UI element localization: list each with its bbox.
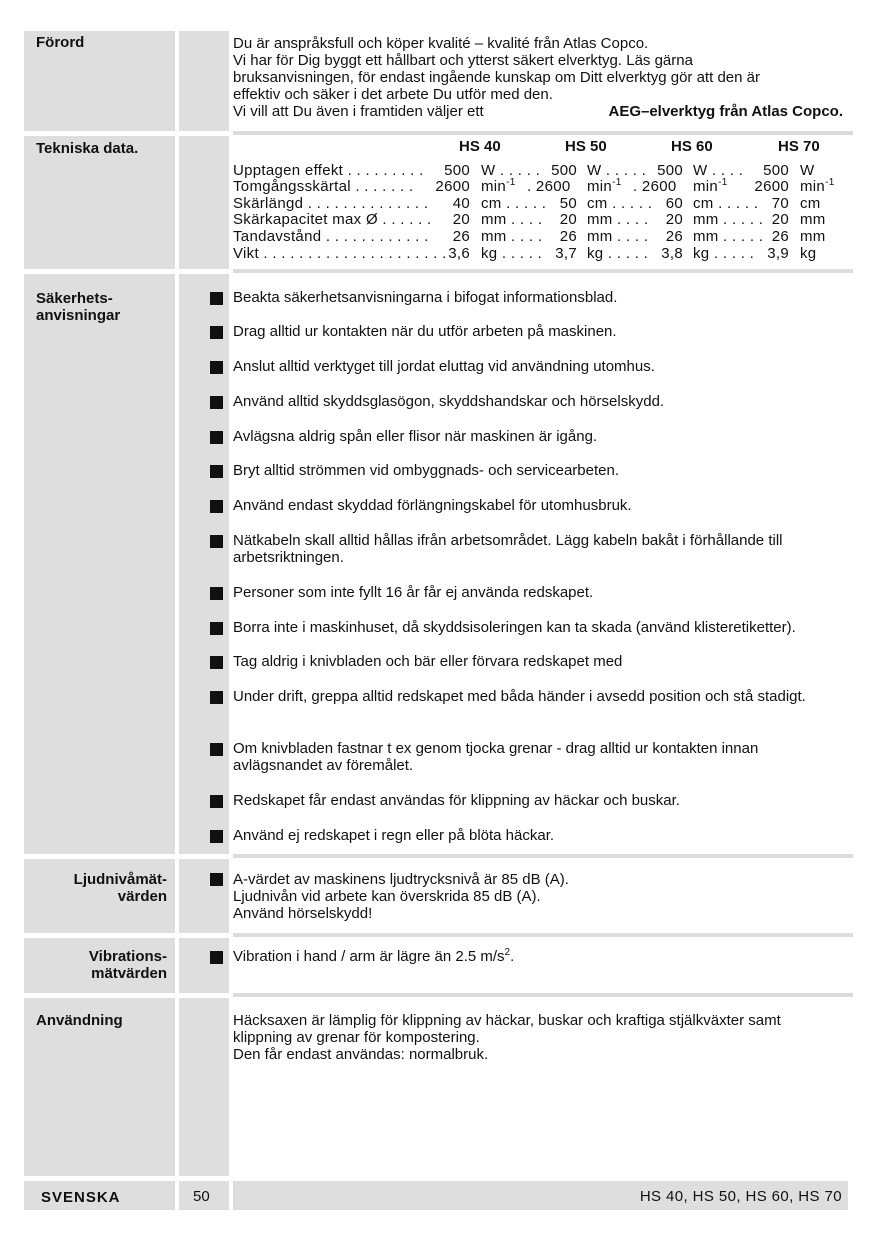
spec-unit: kg . . . . . — [587, 245, 649, 262]
bullet-square-icon — [210, 691, 223, 704]
sound-line: Ljudnivån vid arbete kan överskrida 85 dB (A). — [233, 888, 541, 905]
bullet-square-icon — [210, 656, 223, 669]
spec-value: 26 — [559, 228, 577, 245]
section-title-sakerhet — [36, 290, 120, 324]
separator — [233, 269, 853, 273]
section-title-ljud — [24, 871, 167, 905]
usage-text — [233, 1012, 848, 1063]
spec-unit: W . . . . — [693, 162, 744, 179]
brand-text: AEG–elverktyg från Atlas Copco. — [608, 103, 843, 120]
spec-unit: $\min^{-1}$ — [481, 177, 516, 195]
section-title-forord: Förord — [36, 34, 85, 51]
model-header-hs70: HS 70 — [778, 138, 820, 155]
spec-value: 500 — [657, 162, 683, 179]
page-number: 50 — [193, 1188, 210, 1205]
spec-value: . 2600 — [633, 178, 677, 195]
forord-line: Vi har för Dig byggt ett hållbart och ytterst säkert elverktyg. Läs gärna — [233, 52, 693, 69]
spec-row — [233, 211, 848, 228]
spec-unit: cm . . . . . — [693, 195, 759, 212]
spec-unit: cm . . . . . — [481, 195, 547, 212]
spec-row — [233, 195, 848, 212]
bullet-square-icon — [210, 431, 223, 444]
sound-text — [233, 871, 848, 922]
usage-line: Den får endast användas: normalbruk. — [233, 1046, 489, 1063]
separator — [233, 993, 853, 997]
bullet-square-icon — [210, 873, 223, 886]
spec-unit: $\min^{-1}$ — [693, 177, 728, 195]
col-bullet-ljud — [179, 859, 229, 933]
bullet-square-icon — [210, 361, 223, 374]
spec-value: 20 — [559, 211, 577, 228]
spec-value: 500 — [551, 162, 577, 179]
spec-unit: mm . . . . — [481, 228, 543, 245]
spec-unit: mm . . . . . — [693, 228, 764, 245]
spec-value: 3,9 — [767, 245, 789, 262]
spec-value: 3,6 — [448, 245, 470, 262]
spec-value: . 2600 — [527, 178, 571, 195]
spec-value: 60 — [665, 195, 683, 212]
section-title-line: anvisningar — [36, 307, 121, 324]
bullet-square-icon — [210, 951, 223, 964]
spec-value: 20 — [771, 211, 789, 228]
model-header-hs50: HS 50 — [565, 138, 607, 155]
spec-value: 3,8 — [661, 245, 683, 262]
safety-item: Anslut alltid verktyget till jordat eluttag vid användning utomhus. — [233, 358, 655, 375]
spec-unit: kg . . . . . — [693, 245, 755, 262]
spec-value: 26 — [665, 228, 683, 245]
spec-value: 26 — [771, 228, 789, 245]
safety-item: Använd ej redskapet i regn eller på blöta häckar. — [233, 827, 555, 844]
col-bullet-tekniska — [179, 136, 229, 269]
forord-text — [233, 35, 848, 120]
safety-item: Tag aldrig i knivbladen och bär eller förvara redskapet med — [233, 653, 623, 670]
bullet-square-icon — [210, 326, 223, 339]
safety-item: Använd endast skyddad förlängningskabel för utomhusbruk. — [233, 497, 632, 514]
safety-item: Beakta säkerhetsanvisningarna i bifogat informationsblad. — [233, 289, 618, 306]
spec-row — [233, 178, 848, 195]
spec-label: Upptagen effekt . . . . . . . . . — [233, 162, 424, 179]
bullet-square-icon — [210, 465, 223, 478]
spec-value: 500 — [763, 162, 789, 179]
spec-value: 3,7 — [555, 245, 577, 262]
bullet-square-icon — [210, 535, 223, 548]
bullet-square-icon — [210, 396, 223, 409]
col-bullet-vibration — [179, 938, 229, 993]
spec-label: Skärkapacitet max Ø . . . . . . — [233, 211, 432, 228]
footer-language: SVENSKA — [41, 1189, 121, 1206]
spec-unit: mm . . . . — [587, 211, 649, 228]
spec-value: 50 — [559, 195, 577, 212]
spec-row — [233, 228, 848, 245]
footer-page-cell — [179, 1181, 229, 1210]
usage-line: klippning av grenar för kompostering. — [233, 1029, 480, 1046]
forord-last-line — [233, 103, 848, 120]
spec-value: 26 — [452, 228, 470, 245]
spec-value: 40 — [452, 195, 470, 212]
bullet-square-icon — [210, 622, 223, 635]
vibration-text: Vibration i hand / arm är lägre än 2.5 $m/s^2$. — [233, 947, 515, 965]
col-bullet-anvandning — [179, 998, 229, 1176]
separator — [233, 854, 853, 858]
spec-unit: cm . . . . . — [587, 195, 653, 212]
spec-unit: mm . . . . — [587, 228, 649, 245]
usage-line: Häcksaxen är lämplig för klippning av häckar, buskar och kraftiga stjälkväxter samt — [233, 1012, 781, 1029]
footer-models-cell — [233, 1181, 848, 1210]
model-header-hs40: HS 40 — [459, 138, 501, 155]
spec-unit: mm — [800, 211, 826, 228]
footer-language-cell — [24, 1181, 175, 1210]
bullet-square-icon — [210, 500, 223, 513]
safety-item: Bryt alltid strömmen vid ombyggnads- och servicearbeten. — [233, 462, 620, 479]
bullet-square-icon — [210, 743, 223, 756]
spec-label: Tandavstånd . . . . . . . . . . . . — [233, 228, 429, 245]
col-title-sakerhet — [24, 274, 175, 854]
sound-line: Använd hörselskydd! — [233, 905, 373, 922]
bullet-square-icon — [210, 830, 223, 843]
section-title-vibration — [24, 948, 167, 982]
spec-unit: W . . . . . — [481, 162, 541, 179]
spec-row — [233, 245, 848, 262]
forord-line: effektiv och säker i det arbete Du utför med den. — [233, 86, 553, 103]
sound-line: A-värdet av maskinens ljudtrycksnivå är 85 dB (A). — [233, 871, 569, 888]
safety-item: Redskapet får endast användas för klippning av häckar och buskar. — [233, 792, 680, 809]
spec-row — [233, 162, 848, 179]
spec-unit: kg . . . . . — [481, 245, 543, 262]
spec-unit: kg — [800, 245, 817, 262]
section-title-line: värden — [117, 888, 167, 905]
bullet-square-icon — [210, 292, 223, 305]
spec-unit: $\min^{-1}$ — [587, 177, 622, 195]
bullet-square-icon — [210, 587, 223, 600]
separator — [233, 131, 853, 135]
model-header-hs60: HS 60 — [671, 138, 713, 155]
forord-line: Du är anspråksfull och köper kvalité – kvalité från Atlas Copco. — [233, 35, 649, 52]
spec-value: 2600 — [754, 178, 789, 195]
safety-item: Avlägsna aldrig spån eller flisor när maskinen är igång. — [233, 428, 598, 445]
spec-label: Vikt . . . . . . . . . . . . . . . . . . . . . — [233, 245, 447, 262]
spec-value: 70 — [771, 195, 789, 212]
spec-unit: mm . . . . . — [693, 211, 764, 228]
safety-item: Använd alltid skyddsglasögon, skyddshandskar och hörselskydd. — [233, 393, 665, 410]
spec-unit: mm . . . . — [481, 211, 543, 228]
footer-models: HS 40, HS 50, HS 60, HS 70 — [639, 1188, 842, 1205]
spec-value: 20 — [452, 211, 470, 228]
section-title-line: Säkerhets- — [36, 290, 113, 307]
spec-value: 2600 — [435, 178, 470, 195]
safety-item: Nätkabeln skall alltid hållas ifrån arbetsområdet. Lägg kabeln bakåt i förhållande till arbetsriktningen. — [233, 532, 783, 566]
spec-unit: W . . . . . — [587, 162, 647, 179]
safety-item: Om knivbladen fastnar t ex genom tjocka grenar - drag alltid ur kontakten innan avlägsnandet av föremålet. — [233, 740, 759, 774]
safety-item: Borra inte i maskinhuset, då skyddsisoleringen kan ta skada (använd klisteretiketter). — [233, 619, 796, 636]
section-title-anvandning: Användning — [36, 1012, 123, 1029]
forord-line: bruksanvisningen, för endast ingående kunskap om Ditt elverktyg gör att den är — [233, 69, 760, 86]
col-bullet-forord — [179, 31, 229, 131]
spec-unit: $\min^{-1}$ — [800, 177, 835, 195]
forord-last-text: Vi vill att Du även i framtiden väljer ett — [233, 103, 484, 120]
spec-unit: mm — [800, 228, 826, 245]
spec-unit: W — [800, 162, 815, 179]
spec-unit: cm — [800, 195, 821, 212]
bullet-square-icon — [210, 795, 223, 808]
safety-item: Drag alltid ur kontakten när du utför arbeten på maskinen. — [233, 323, 617, 340]
safety-item: Under drift, greppa alltid redskapet med båda händer i avsedd position och stå stadigt. — [233, 688, 806, 705]
spec-value: 20 — [665, 211, 683, 228]
separator — [233, 933, 853, 937]
spec-value: 500 — [444, 162, 470, 179]
section-title-tekniska: Tekniska data. — [36, 140, 139, 157]
section-title-line: Ljudnivåmät- — [73, 871, 167, 888]
spec-label: Skärlängd . . . . . . . . . . . . . . — [233, 195, 429, 212]
spec-label: Tomgångsskärtal . . . . . . . — [233, 178, 414, 195]
section-title-line: mätvärden — [91, 965, 167, 982]
safety-item: Personer som inte fyllt 16 år får ej använda redskapet. — [233, 584, 594, 601]
section-title-line: Vibrations- — [88, 948, 167, 965]
